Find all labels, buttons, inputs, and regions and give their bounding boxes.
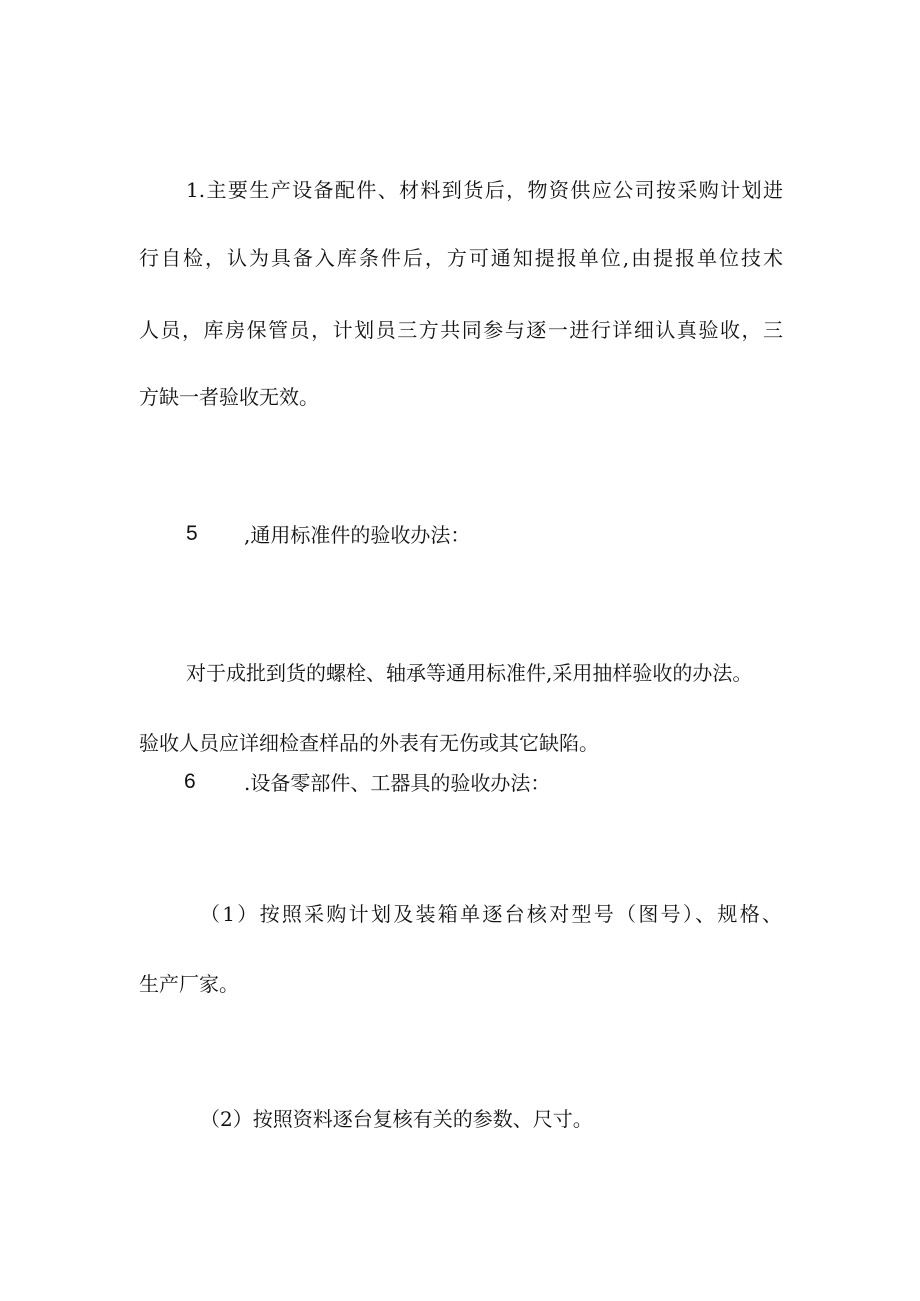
section-5-number: 5: [186, 522, 198, 545]
paragraph-1-line-4: 方缺一者验收无效。: [139, 385, 319, 409]
paragraph-1-line-1: 1.主要生产设备配件、材料到货后，物资供应公司按采购计划进: [186, 178, 783, 202]
item-2-line-1: （2）按照资料逐台复核有关的参数、尺寸。: [200, 1107, 593, 1131]
paragraph-1-line-2: 行自检，认为具备入库条件后，方可通知提报单位,由提报单位技术: [139, 246, 783, 270]
item-1-line-2: 生产厂家。: [139, 972, 239, 996]
section-5-heading: ,通用标准件的验收办法：: [244, 523, 471, 547]
paragraph-1-line-3: 人员，库房保管员，计划员三方共同参与逐一进行详细认真验收，三: [139, 318, 783, 342]
item-1-line-1: （1）按照采购计划及装箱单逐台核对型号（图号）、规格、: [200, 902, 782, 926]
paragraph-5-line-2: 验收人员应详细检查样品的外表有无伤或其它缺陷。: [139, 731, 599, 755]
paragraph-5-line-1: 对于成批到货的螺栓、轴承等通用标准件,采用抽样验收的办法。: [186, 661, 753, 685]
section-6-number: 6: [184, 770, 196, 793]
section-6-heading: .设备零部件、工器具的验收办法：: [244, 771, 551, 795]
